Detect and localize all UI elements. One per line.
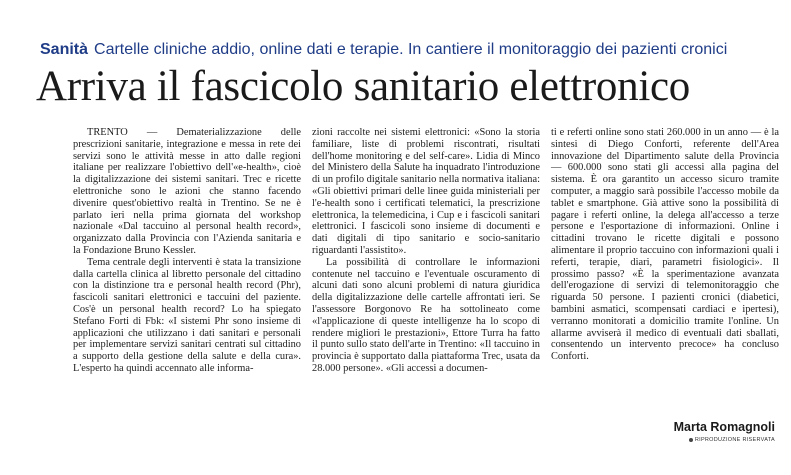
rights-notice xyxy=(689,437,775,443)
paragraph: ti e referti online sono stati 260.000 in un anno — è la sintesi di Diego Conforti, referente dell'Area innovazione del Dipartimento salute della Provincia — 600.000 sono stati gli accessi alla pagina del sistema. È ora garantito un accesso sicuro tramite computer, a maggio sarà possibile l'accesso mobile da tablet e smartphone. Già attive sono la possibilità di pagare i referti online, la delega all'accesso a terze persone e l'esportazione di informazioni. Online i cittadini trovano le ricette digitali e possono alimentare il proprio taccuino con informazioni quali i referti, terapie, diari, parametri fisiologici». Il prossimo passo? «È la sperimentazione avanzata dell'erogazione di servizi di telemonitoraggio che riguarda 50 persone. I pazienti cronici (diabetici, bambini asmatici, scompensati cardiaci e ipertesi), verranno monitorati a domicilio tramite l'online. Un allarme avviserà il medico di eventuali dati sballati, consentendo un intervento precoce» ha concluso Conforti. xyxy=(551,127,779,363)
section-label: Sanità xyxy=(40,41,89,58)
paragraph: zioni raccolte nei sistemi elettronici: «Sono la storia familiare, liste di problemi riscontrati, risultati dell'home monitoring e del self-care». Lidia di Minco del Ministero della Salute ha inquadrato l'introduzione di un profilo digitale sanitario nella normativa italiana: «Gli obiettivi primari delle linee guida ministeriali per l'e-health sono i certificati telematici, la prescrizione elettronica, la telemedicina, i Cup e i fascicoli sanitari elettronici. I fascicoli sono insieme di documenti e dati digitali di tipo sanitario e socio-sanitario riguardanti l'assistito». xyxy=(312,127,540,256)
column-3 xyxy=(551,127,779,375)
kicker-text: Cartelle cliniche addio, online dati e terapie. In cantiere il monitoraggio dei pazienti cronici xyxy=(94,41,728,58)
column-1 xyxy=(73,127,301,375)
author-byline: Marta Romagnoli xyxy=(673,420,775,434)
rights-text: RIPRODUZIONE RISERVATA xyxy=(694,437,775,443)
paragraph: TRENTO — Dematerializzazione delle prescrizioni sanitarie, integrazione e messa in rete dei servizi sono le attività messe in atto dalle regioni italiane per realizzare l'obiettivo dell'«e-health», cioè la digitalizzazione dei sistemi sanitari. Trec e ricette elettroniche sono le azioni che stanno facendo divenire quest'obiettivo realtà in Trentino. Se ne è parlato ieri nella prima giornata del workshop nazionale «Dal taccuino al personal health record», organizzato dalla Provincia con l'Azienda sanitaria e la Fondazione Bruno Kessler. xyxy=(73,127,301,256)
paragraph: Tema centrale degli interventi è stata la transizione dalla cartella clinica al libretto personale del cittadino con la distinzione tra e personal health record (Phr), fascicoli sanitari elettronici e taccuini del paziente. Cos'è un personal health record? Lo ha spiegato Stefano Forti di Fbk: «I sistemi Phr sono insieme di applicazioni che utilizzano i dati sanitari e personali per implementare servizi sanitari centrati sul cittadino a supporto della gestione della salute e della cura». L'esperto ha quindi accennato alle informa- xyxy=(73,256,301,374)
paragraph: La possibilità di controllare le informazioni contenute nel taccuino e l'eventuale oscuramento di alcuni dati sono alcuni problemi di natura giuridica della digitalizzazione delle cartelle affrontati ieri. Se l'assessore Borgonovo Re ha sottolineato come «l'applicazione di queste intelligenze ha lo scopo di rendere migliori le prestazioni», Ettore Turra ha fatto il punto sullo stato dell'arte in Trentino: «Il taccuino in provincia è supportato dalla piattaforma Trec, usata da 28.000 persone». «Gli accessi a documen- xyxy=(312,256,540,374)
article-body xyxy=(73,127,779,375)
column-2 xyxy=(312,127,540,375)
headline: Arriva il fascicolo sanitario elettronico xyxy=(36,63,690,110)
copyright-dot-icon xyxy=(689,438,693,442)
kicker-line xyxy=(40,40,780,60)
